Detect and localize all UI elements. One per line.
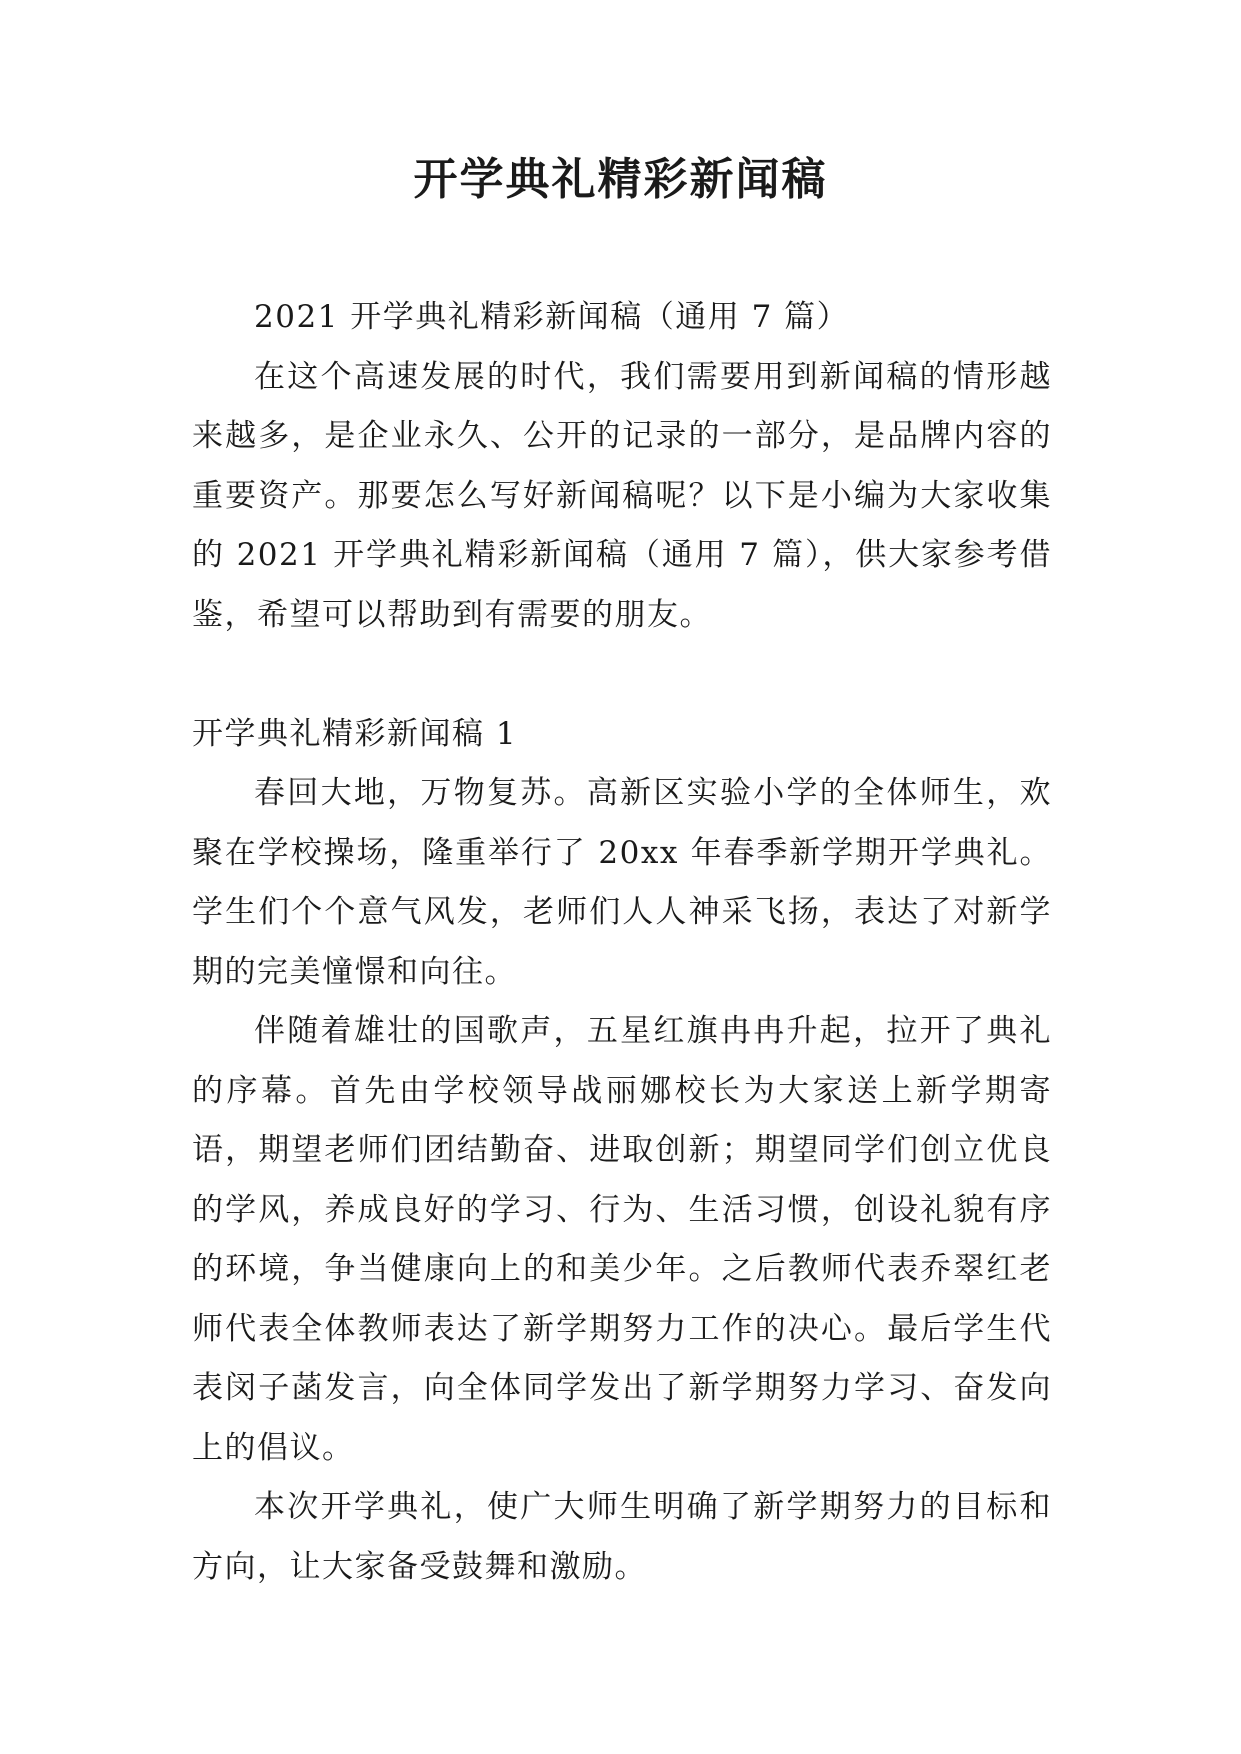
section-heading: 开学典礼精彩新闻稿 1 [192, 715, 518, 752]
body-paragraph-2: 伴随着雄壮的国歌声，五星红旗冉冉升起，拉开了典礼的序幕。首先由学校领导战丽娜校长为大家送上新学期寄语，期望老师们团结勤奋、进取创新；期望同学们创立优良的学风，养成良好的学习、行为、生活习惯，创设礼貌有序的环境，争当健康向上的和美少年。之后教师代表乔翠红老师代表全体教师表达了新学期努力工作的决心。最后学生代表闵子菡发言，向全体同学发出了新学期努力学习、奋发向上的倡议。 [192, 1013, 1052, 1466]
document-subtitle: 2021 开学典礼精彩新闻稿（通用 7 篇） [254, 299, 850, 335]
document-body [192, 288, 1052, 1597]
document-title: 开学典礼精彩新闻稿 [413, 154, 828, 205]
body-paragraph-3: 本次开学典礼，使广大师生明确了新学期努力的目标和方向，让大家备受鼓舞和激励。 [192, 1489, 1052, 1585]
body-paragraph-1: 春回大地，万物复苏。高新区实验小学的全体师生，欢聚在学校操场，隆重举行了 20xx 年春季新学期开学典礼。学生们个个意气风发，老师们人人神采飞扬，表达了对新学期的完美憧憬和向往。 [192, 775, 1052, 990]
intro-paragraph: 在这个高速发展的时代，我们需要用到新闻稿的情形越来越多，是企业永久、公开的记录的一部分，是品牌内容的重要资产。那要怎么写好新闻稿呢？以下是小编为大家收集的 2021 开学典礼精彩新闻稿（通用 7 篇），供大家参考借鉴，希望可以帮助到有需要的朋友。 [192, 358, 1052, 633]
paragraph-spacer [192, 645, 1052, 705]
